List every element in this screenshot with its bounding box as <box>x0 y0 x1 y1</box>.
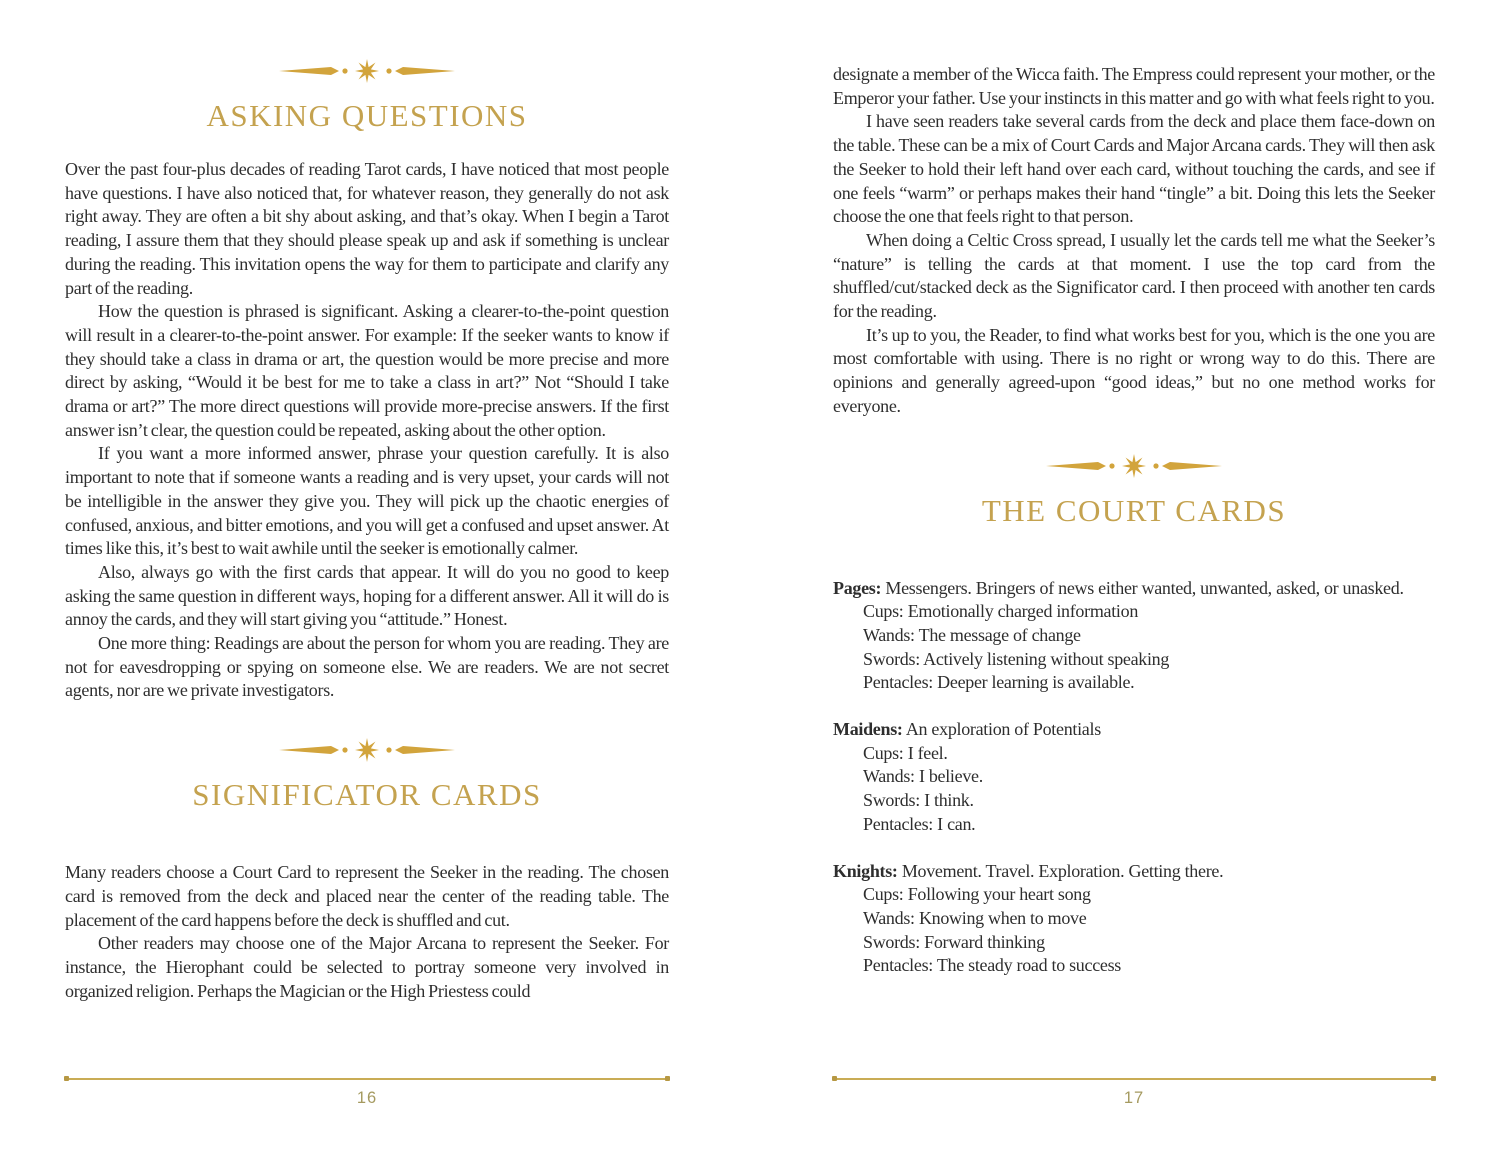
paragraph: Other readers may choose one of the Major Arcana to represent the Seeker. For instance, the Hierophant could be selected to portray someone very involved in organized religion. Perhaps the Magician or the High Priestess could <box>65 933 669 1001</box>
footer-rule <box>833 1078 1435 1080</box>
star-divider-ornament <box>833 453 1435 479</box>
list-item: Swords: Forward thinking <box>863 931 1045 952</box>
group-label: Knights: <box>833 860 898 881</box>
star-divider-icon <box>279 58 455 84</box>
paragraph: I have seen readers take several cards from the deck and place them face-down on the table. These can be a mix of Court Cards and Major Arcana cards. They will then ask the Seeker to hold their left hand over each card, without touching the cards, and see if one feels “warm” or perhaps makes their hand “tingle” a bit. Doing this lets the Seeker choose the one that feels right to that person. <box>833 111 1435 227</box>
group-heading <box>833 718 1435 742</box>
list-item: Wands: I believe. <box>863 766 983 787</box>
page-number: 17 <box>1123 1088 1145 1107</box>
list-item: Pentacles: Deeper learning is available. <box>863 672 1135 693</box>
group-description: An exploration of Potentials <box>905 719 1101 740</box>
page-right <box>833 0 1435 1150</box>
list-item: Wands: Knowing when to move <box>863 907 1087 928</box>
group-heading <box>833 860 1435 884</box>
star-divider-ornament <box>65 737 669 763</box>
group-label: Pages: <box>833 577 882 598</box>
star-divider-icon <box>1046 453 1222 479</box>
paragraph: Also, always go with the first cards that appear. It will do you no good to keep asking the same question in different ways, hoping for a different answer. All it will do is annoy the cards, and they will start giving you “attitude.” Honest. <box>65 561 669 630</box>
court-group-pages <box>833 577 1435 696</box>
list-item: Swords: I think. <box>863 790 974 811</box>
section-title-the-court-cards: THE COURT CARDS <box>981 492 1287 528</box>
star-divider-icon <box>279 737 455 763</box>
list-item: Cups: I feel. <box>863 742 948 763</box>
list-item: Swords: Actively listening without speaking <box>863 648 1170 669</box>
list-item: Cups: Emotionally charged information <box>863 601 1139 622</box>
list-item: Pentacles: I can. <box>863 813 976 834</box>
court-group-maidens <box>833 718 1435 837</box>
court-group-knights <box>833 860 1435 979</box>
paragraph: Many readers choose a Court Card to represent the Seeker in the reading. The chosen card is removed from the deck and placed near the center of the reading table. The placement of the card happens before the deck is shuffled and cut. <box>65 862 669 930</box>
section-title-asking-questions: ASKING QUESTIONS <box>206 98 528 133</box>
page-number: 16 <box>356 1088 378 1107</box>
paragraph: Over the past four-plus decades of reading Tarot cards, I have noticed that most people have questions. I have also noticed that, for whatever reason, they generally do not ask right away. They are often a bit shy about asking, and that’s okay. When I begin a Tarot reading, I assure them that they should please speak up and ask if something is unclear during the reading. This invitation opens the way for them to participate and clarify any part of the reading. <box>65 159 669 298</box>
paragraph: How the question is phrased is significant. Asking a clearer-to-the-point question will result in a clearer-to-the-point answer. For example: If the seeker wants to know if they should take a class in drama or art, the question would be more precise and more direct by asking, “Would it be best for me to take a class in art?” Not “Should I take drama or art?” The more direct questions will provide more-precise answers. If the first answer isn’t clear, the question could be repeated, asking about the other option. <box>65 301 669 440</box>
group-description: Messengers. Bringers of news either wanted, unwanted, asked, or unasked. <box>885 577 1404 598</box>
paragraph: It’s up to you, the Reader, to find what works best for you, which is the one you are most comfortable with using. There is no right or wrong way to do this. There are opinions and generally agreed-upon “good ideas,” but no one method works for everyone. <box>833 324 1435 416</box>
page-footer <box>833 1078 1435 1108</box>
group-description: Movement. Travel. Exploration. Getting there. <box>901 860 1224 881</box>
paragraph: designate a member of the Wicca faith. The Empress could represent your mother, or the Emperor your father. Use your instincts in this matter and go with what feels right to you. <box>833 64 1435 108</box>
paragraph: If you want a more informed answer, phrase your question carefully. It is also important to note that if someone wants a reading and is very upset, your cards will not be intelligible in the answer they give you. They will pick up the chaotic energies of confused, anxious, and bitter emotions, and you will get a confused and upset answer. At times like this, it’s best to wait awhile until the seeker is emotionally calmer. <box>65 443 669 559</box>
group-heading <box>833 577 1435 601</box>
list-item: Pentacles: The steady road to success <box>863 955 1121 976</box>
paragraph: One more thing: Readings are about the person for whom you are reading. They are not for eavesdropping or spying on someone else. We are readers. We are not secret agents, nor are we private investigators. <box>65 633 669 701</box>
footer-rule <box>65 1078 669 1080</box>
list-item: Wands: The message of change <box>863 624 1081 645</box>
star-divider-ornament <box>65 58 669 84</box>
group-label: Maidens: <box>833 719 903 740</box>
paragraph: When doing a Celtic Cross spread, I usually let the cards tell me what the Seeker’s “nature” is telling the cards at that moment. I use the top card from the shuffled/cut/stacked deck as the Significator card. I then proceed with another ten cards for the reading. <box>833 229 1435 322</box>
page-left <box>65 0 669 1150</box>
page-footer <box>65 1078 669 1108</box>
list-item: Cups: Following your heart song <box>863 884 1091 905</box>
section-title-significator-cards: SIGNIFICATOR CARDS <box>192 777 542 813</box>
